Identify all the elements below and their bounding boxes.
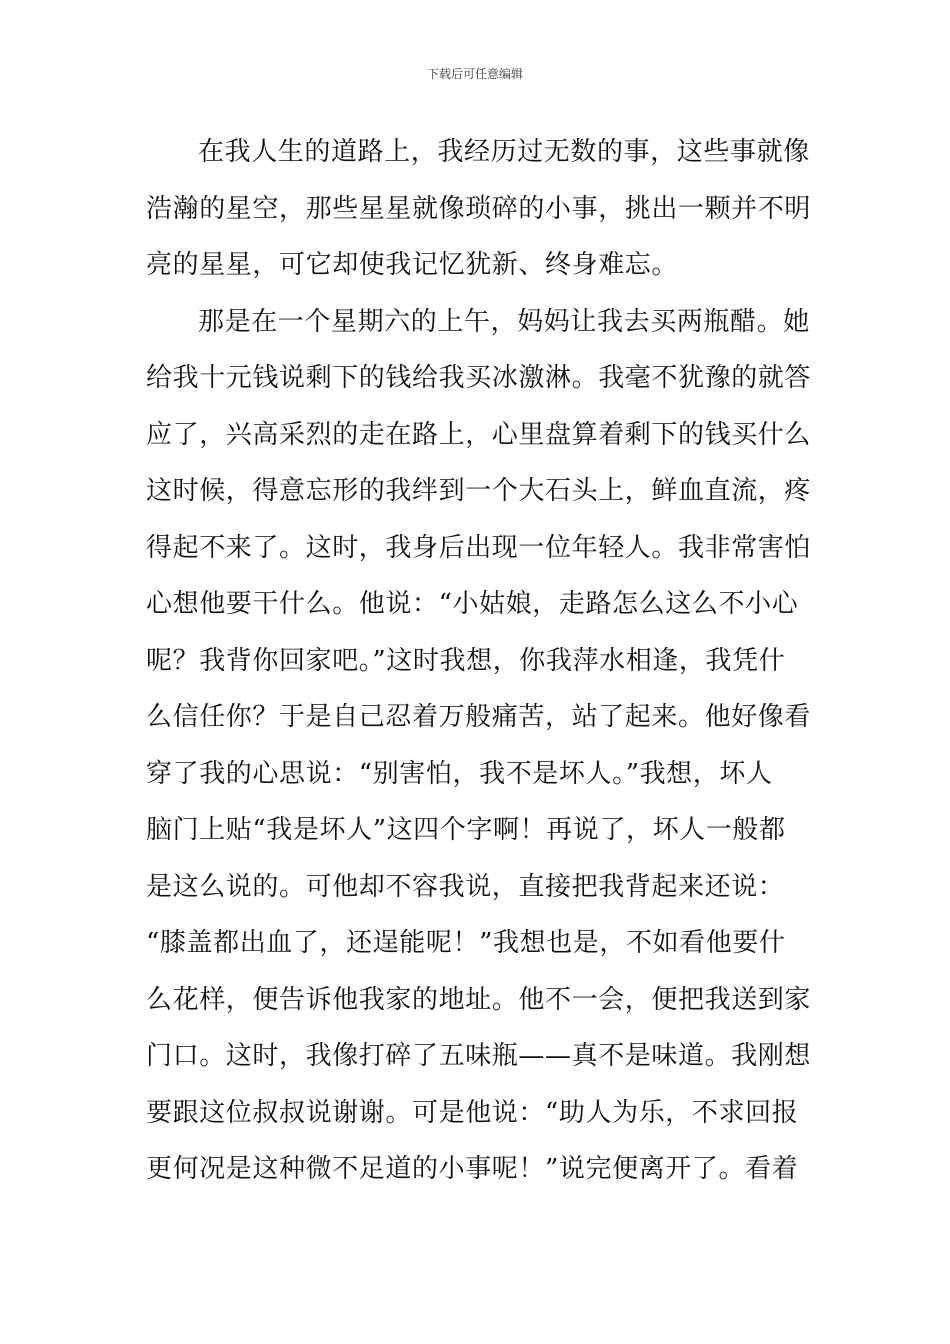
essay-body — [146, 124, 812, 1198]
essay-line: 要跟这位叔叔说谢谢。可是他说：“助人为乐，不求回报 — [146, 1097, 799, 1128]
essay-line: “膝盖都出血了，还逞能呢！”我想也是，不如看他要什 — [146, 928, 786, 958]
essay-line: 脑门上贴“我是坏人”这四个字啊！再说了，坏人一般都 — [146, 815, 786, 845]
essay-line: 心想他要干什么。他说：“小姑娘，走路怎么这么不小心 — [146, 589, 799, 619]
page-header: 下载后可任意编辑 — [426, 67, 523, 81]
essay-line: 那是在一个星期六的上午，妈妈让我去买两瓶醋。她 — [198, 306, 810, 337]
essay-line: 穿了我的心思说：“别害怕，我不是坏人。”我想，坏人 — [146, 758, 773, 789]
essay-line: 是这么说的。可他却不容我说，直接把我背起来还说： — [146, 871, 785, 902]
essay-line: 亮的星星，可它却使我记忆犹新、终身难忘。 — [146, 250, 679, 280]
essay-line: 浩瀚的星空，那些星星就像琐碎的小事，挑出一颗并不明 — [146, 193, 812, 224]
essay-line: 应了，兴高采烈的走在路上，心里盘算着剩下的钱买什么 — [146, 419, 812, 450]
essay-line: 在我人生的道路上，我经历过无数的事，这些事就像 — [198, 137, 810, 167]
essay-line: 门口。这时，我像打碎了五味瓶——真不是味道。我刚想 — [146, 1041, 812, 1071]
essay-line: 呢？我背你回家吧。”这时我想，你我萍水相逢，我凭什 — [146, 645, 786, 676]
essay-line: 么信任你？于是自己忍着万般痛苦，站了起来。他好像看 — [146, 702, 812, 732]
essay-line: 这时候，得意忘形的我绊到一个大石头上，鲜血直流，疼 — [146, 476, 812, 506]
essay-line: 得起不来了。这时，我身后出现一位年轻人。我非常害怕 — [146, 532, 812, 563]
essay-line: 更何况是这种微不足道的小事呢！”说完便离开了。看着 — [146, 1154, 799, 1184]
essay-line: 么花样，便告诉他我家的地址。他不一会，便把我送到家 — [146, 984, 812, 1015]
essay-line: 给我十元钱说剩下的钱给我买冰激淋。我毫不犹豫的就答 — [146, 363, 812, 393]
